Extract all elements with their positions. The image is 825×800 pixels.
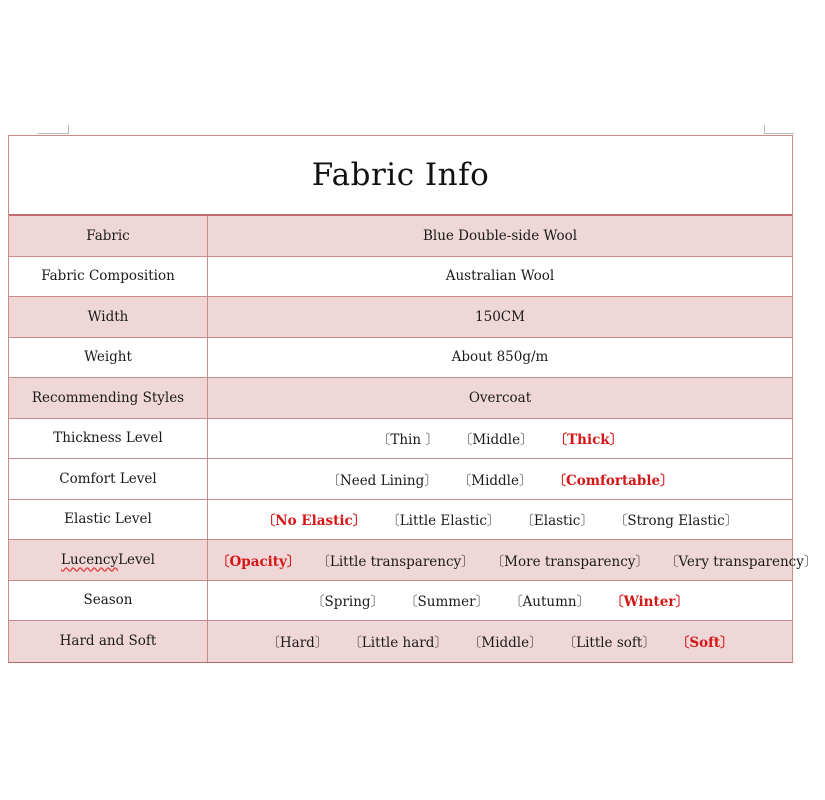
table-row	[9, 216, 792, 257]
table-row	[9, 621, 792, 662]
table-row	[9, 419, 792, 460]
option: 〔Need Lining〕	[326, 472, 438, 489]
fabric-info-table	[8, 135, 818, 663]
option: 〔Elastic〕	[520, 513, 594, 530]
row-label: Thickness Level	[9, 419, 208, 459]
option-selected: 〔Thick〕	[553, 432, 624, 449]
table-row	[9, 500, 792, 541]
row-options	[208, 581, 792, 621]
row-value: Blue Double-side Wool	[422, 227, 578, 244]
option: 〔Summer〕	[404, 594, 490, 611]
row-label: Elastic Level	[9, 500, 208, 540]
table-row	[9, 581, 792, 622]
option: 〔Little hard〕	[348, 635, 448, 652]
row-label: Recommending Styles	[9, 378, 208, 418]
row-label: Comfort Level	[9, 459, 208, 499]
table-row	[9, 459, 792, 500]
option: 〔Spring〕	[311, 594, 385, 611]
row-label: Width	[9, 297, 208, 337]
option: 〔Thin 〕	[376, 432, 439, 449]
option: 〔Strong Elastic〕	[613, 513, 739, 530]
row-options	[208, 540, 825, 580]
option: 〔Middle〕	[458, 432, 534, 449]
row-value: 150CM	[475, 308, 525, 325]
option-selected: 〔Opacity〕	[216, 553, 301, 570]
option: 〔Little soft〕	[562, 635, 656, 652]
row-value: Overcoat	[468, 389, 532, 406]
option: 〔Hard〕	[266, 635, 329, 652]
crop-mark	[68, 125, 69, 134]
row-label: Fabric Composition	[9, 257, 208, 297]
option: 〔Very transparency〕	[664, 553, 818, 570]
row-label-word: Lucency	[61, 551, 119, 568]
option: 〔Middle〕	[467, 635, 543, 652]
row-options	[208, 459, 792, 499]
row-label: Season	[9, 581, 208, 621]
option: 〔Little transparency〕	[316, 553, 475, 570]
option: 〔Autumn〕	[509, 594, 591, 611]
option-selected: 〔Comfortable〕	[552, 472, 674, 489]
table-row	[9, 338, 792, 379]
table-row	[9, 257, 792, 298]
crop-mark	[38, 133, 68, 134]
row-value: Australian Wool	[445, 268, 555, 285]
row-options	[208, 500, 792, 540]
row-options	[208, 621, 792, 662]
crop-mark	[764, 133, 794, 134]
row-value: About 850g/m	[451, 349, 549, 366]
option: 〔More transparency〕	[490, 553, 649, 570]
option: 〔Little Elastic〕	[386, 513, 501, 530]
option-selected: 〔No Elastic〕	[261, 513, 367, 530]
row-label-word: Level	[118, 551, 155, 568]
table-row	[9, 540, 818, 581]
row-label: Weight	[9, 338, 208, 378]
crop-mark	[764, 125, 765, 134]
option: 〔Middle〕	[457, 472, 533, 489]
row-label: Fabric	[9, 216, 208, 256]
table-title: Fabric Info	[9, 136, 792, 216]
option-selected: 〔Soft〕	[675, 635, 734, 652]
row-label: Hard and Soft	[9, 621, 208, 662]
option-selected: 〔Winter〕	[610, 594, 689, 611]
table-row	[9, 297, 792, 338]
row-options	[208, 419, 792, 459]
table-row	[9, 378, 792, 419]
row-label	[9, 540, 208, 580]
